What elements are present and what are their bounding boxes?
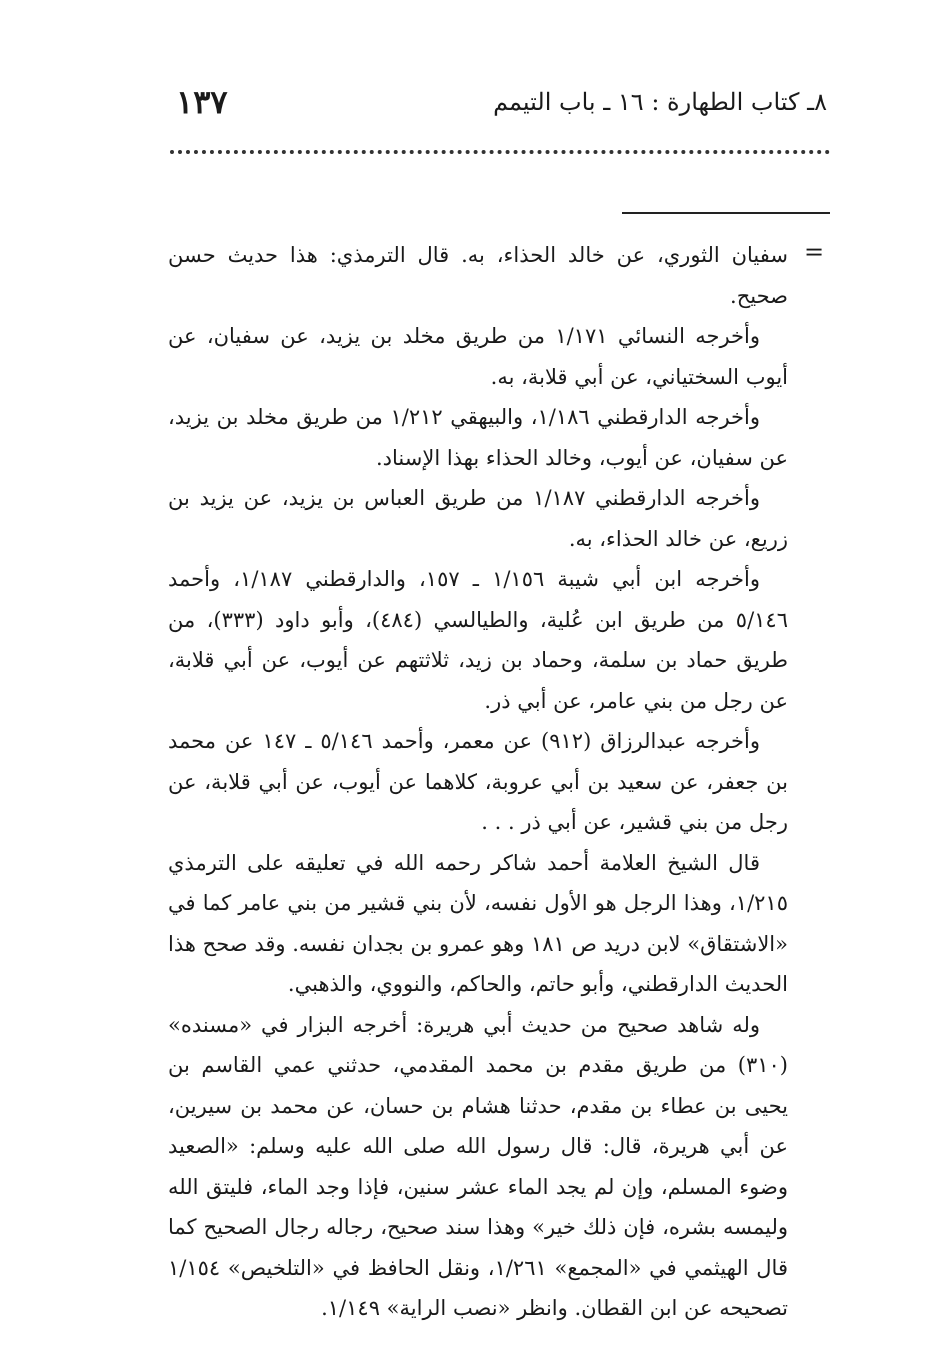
footnote-paragraph: وله شاهد صحيح من حديث أبي هريرة: أخرجه البزار في «مسنده» (٣١٠) من طريق مقدم بن محمد المقدمي، حدثني عمي القاسم بن يحيى بن عطاء بن مقدم، حدثنا هشام بن حسان، عن محمد بن سيرين، عن أبي هريرة، قال: قال رسول الله صلى الله عليه وسلم: «الصعيد وضوء المسلم، وإن لم يجد الماء عشر سنين، فإذا وجد الماء، فليتق الله وليمسه بشره، فإن ذلك خير» وهذا سند صحيح، رجاله رجال الصحيح كما قال الهيثمي في «المجمع» ١/٢٦١، ونقل الحافظ في «التلخيص» ١/١٥٤ تصحيحه عن ابن القطان. وانظر «نصب الراية» ١/١٤٩. [168,1012,788,1320]
footnote-paragraph: وأخرجه ابن أبي شيبة ١/١٥٦ ـ ١٥٧، والدارقطني ١/١٨٧، وأحمد ٥/١٤٦ من طريق ابن عُلية، والطيالسي (٤٨٤)، وأبو داود (٣٣٣)، من طريق حماد بن سلمة، وحماد بن زيد، ثلاثتهم عن أيوب، عن أبي قلابة، عن رجل من بني عامر، عن أبي ذر. [168,567,788,713]
footnote-paragraph: وأخرجه الدارقطني ١/١٨٦، والبيهقي ١/٢١٢ من طريق مخلد بن يزيد، عن سفيان، عن أيوب، وخالد الحذاء بهذا الإسناد. [168,405,788,470]
footnote-body [168,235,788,1329]
header-dotted-rule [170,150,830,154]
footnote-paragraph: وأخرجه عبدالرزاق (٩١٢) عن معمر، وأحمد ٥/١٤٦ ـ ١٤٧ عن محمد بن جعفر، عن سعيد بن أبي عروبة، كلاهما عن أيوب، عن أبي قلابة، عن رجل من بني قشير، عن أبي ذر . . . [168,729,788,834]
footnote-rule [622,212,830,214]
continuation-mark: = [804,238,825,266]
footnote-paragraph: وأخرجه النسائي ١/١٧١ من طريق مخلد بن يزيد، عن سفيان، عن أيوب السختياني، عن أبي قلابة، به. [168,324,788,389]
footnote-paragraph: قال الشيخ العلامة أحمد شاكر رحمه الله في تعليقه على الترمذي ١/٢١٥، وهذا الرجل هو الأول نفسه، لأن بني قشير من بني عامر كما في «الاشتقاق» لابن دريد ص ١٨١ وهو عمرو بن بجدان نفسه. وقد صحح هذا الحديث الدارقطني، وأبو حاتم، والحاكم، والنووي، والذهبي. [168,850,788,996]
footnote-paragraph: وأخرجه الدارقطني ١/١٨٧ من طريق العباس بن يزيد، عن يزيد بن زريع، عن خالد الحذاء، به. [168,486,788,551]
footnote-paragraph: سفيان الثوري، عن خالد الحذاء، به. قال الترمذي: هذا حديث حسن صحيح. [168,243,788,308]
page-number: ١٣٧ [176,83,228,121]
running-header: ٨ـ كتاب الطهارة : ١٦ ـ باب التيمم [493,88,827,116]
